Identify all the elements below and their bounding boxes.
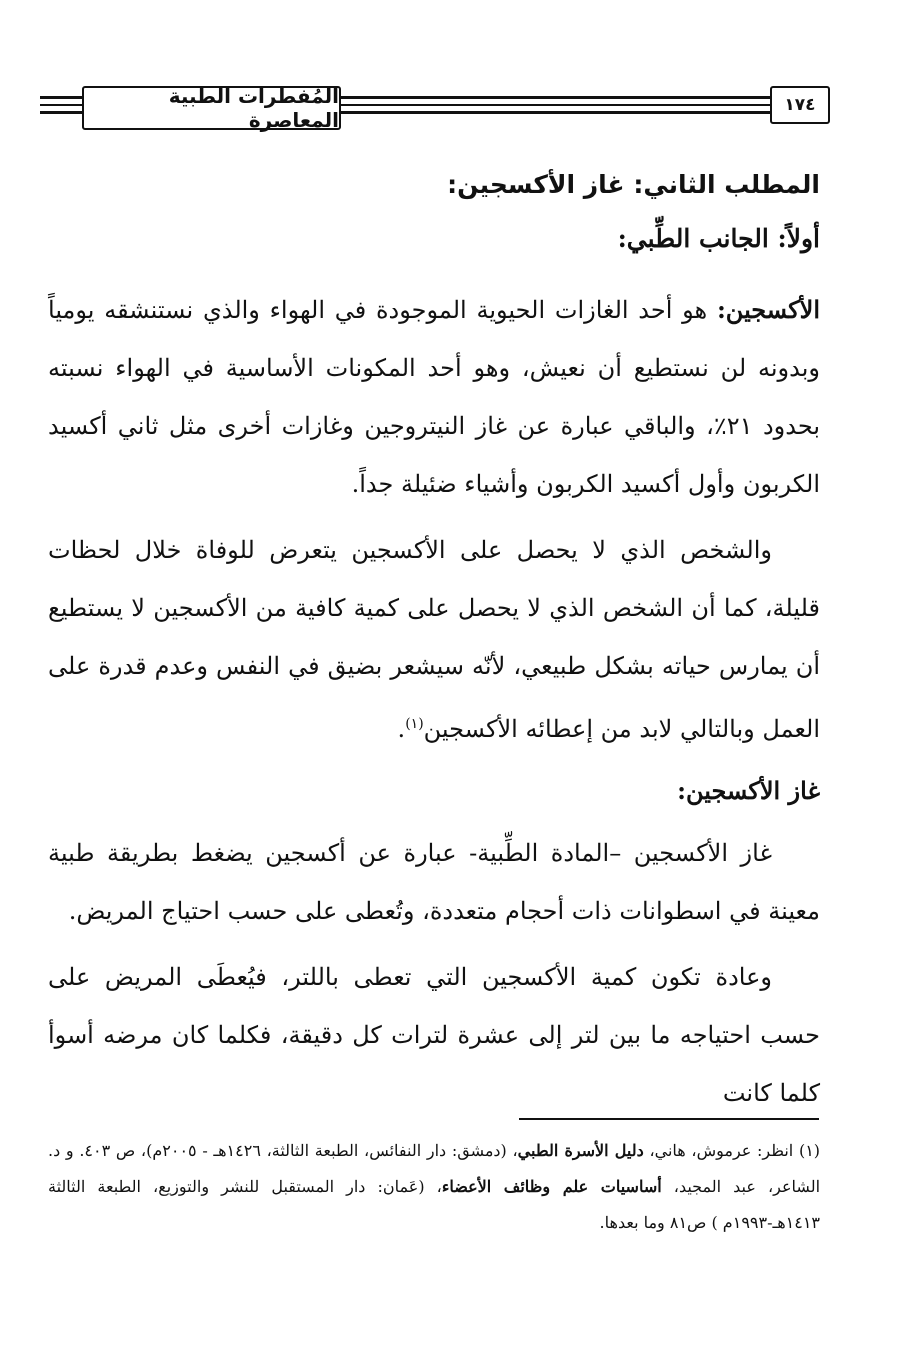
paragraph-oxygen-deficiency [48, 521, 820, 758]
footnote-book-title: دليل الأسرة الطبي [517, 1141, 644, 1160]
paragraph-oxygen-definition [48, 281, 820, 513]
term-oxygen: الأكسجين: [716, 295, 820, 324]
footnote-text: (١) انظر: عرموش، هاني، [643, 1141, 821, 1160]
footnote-book-title: أساسيات علم وظائف الأعضاء [441, 1177, 662, 1196]
page-header [40, 80, 830, 140]
paragraph-text: هو أحد الغازات الحيوية الموجودة في الهواء والذي نستنشقه يومياً وبدونه لن نستطيع أن نعيش، وهو أحد المكونات الأساسية في الهواء نسبته بحدود ٢١٪، والباقي عبارة عن غاز النيتروجين وغازات أخرى مثل ثاني أكسيد الكربون وأول أكسيد الكربون وأشياء ضئيلة جداً. [48, 296, 821, 498]
main-text [48, 165, 820, 1130]
footnote-reference[interactable]: (١) [405, 716, 424, 732]
running-title: المُفطرات الطبية المعاصرة [82, 86, 341, 130]
footnote-text: ، (عَمان: دار المستقبل للنشر والتوزيع، الطبعة الثالثة ١٤١٣هـ-١٩٩٣م ) ص٨١ وما بعدها. [48, 1177, 820, 1232]
paragraph-oxygen-gas: غاز الأكسجين –المادة الطِّبية- عبارة عن أكسجين يضغط بطريقة طبية معينة في اسطوانات ذات أحجام متعددة، وتُعطى على حسب احتياج المريض. [48, 839, 820, 925]
paragraph-oxygen-dosage: وعادة تكون كمية الأكسجين التي تعطى باللتر، فيُعطَى المريض على حسب احتياجه ما بين لتر إلى عشرة لترات كل دقيقة، فكلما كان مرضه أسوأ كلما كانت [48, 963, 821, 1107]
footnote-text: ، (دمشق: دار النفائس، الطبعة الثالثة، ١٤٢٦هـ - ٢٠٠٥م)، ص ٤٠٣. و د. الشاعر، عبد المجيد، [48, 1141, 821, 1196]
paragraph-text: والشخص الذي لا يحصل على الأكسجين يتعرض للوفاة خلال لحظات قليلة، كما أن الشخص الذي لا يحصل على كمية كافية من الأكسجين لا يستطيع أن يمارس حياته بشكل طبيعي، لأنّه سيشعر بضيق في النفس وعدم قدرة على العمل وبالتالي لابد من إعطائه الأكسجين [48, 536, 820, 743]
footnote [48, 1133, 820, 1241]
section2-heading: غاز الأكسجين: [677, 776, 820, 805]
page-number: ١٧٤ [770, 86, 830, 124]
footnote-separator [519, 1118, 819, 1120]
section-heading: المطلب الثاني: غاز الأكسجين: [447, 170, 820, 199]
subheading-medical: أولاً: الجانب الطِّبي: [617, 224, 820, 253]
paragraph-end: . [397, 715, 406, 743]
